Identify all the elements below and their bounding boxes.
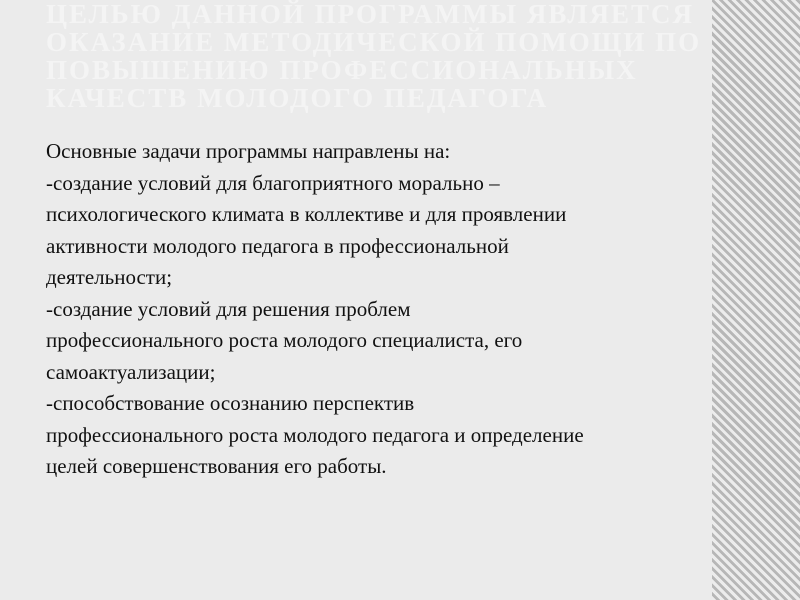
slide-title-line: ПОВЫШЕНИЮ ПРОФЕССИОНАЛЬНЫХ (46, 55, 638, 85)
slide-title-line: КАЧЕСТВ МОЛОДОГО ПЕДАГОГА (46, 83, 549, 113)
body-line: профессионального роста молодого специалиста, его (46, 328, 523, 352)
body-line: деятельности; (46, 265, 173, 289)
body-line: целей совершенствования его работы. (46, 454, 387, 478)
body-intro-line: Основные задачи программы направлены на: (46, 139, 451, 163)
body-line: -создание условий для решения проблем (46, 296, 411, 321)
body-line: активности молодого педагога в профессиональной (46, 233, 509, 258)
decorative-side-stripe (712, 0, 800, 600)
slide-title-line: ЦЕЛЬЮ ДАННОЙ ПРОГРАММЫ ЯВЛЯЕТСЯ (46, 0, 694, 29)
body-line: самоактуализации; (46, 359, 216, 384)
body-line: -создание условий для благоприятного морально – (46, 170, 500, 195)
body-line: -способствование осознанию перспектив (46, 391, 415, 415)
slide-title (46, 0, 702, 113)
body-line: психологического климата в коллективе и для проявлении (46, 202, 567, 226)
body-line: профессионального роста молодого педагога и определение (46, 422, 584, 447)
slide-title-line: ОКАЗАНИЕ МЕТОДИЧЕСКОЙ ПОМОЩИ ПО (46, 27, 702, 57)
slide-body (46, 136, 746, 483)
